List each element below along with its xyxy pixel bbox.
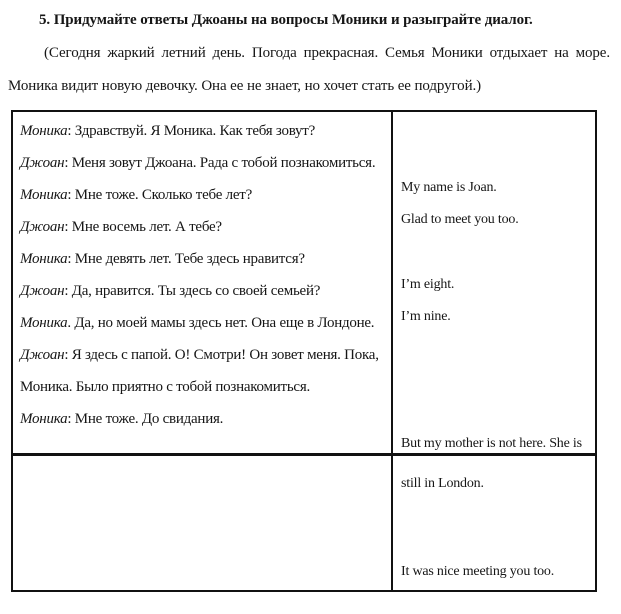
answer-line-continuation: still in London. bbox=[401, 476, 484, 491]
speaker-separator: : bbox=[64, 347, 72, 363]
dialogue-line bbox=[20, 243, 391, 275]
dialogue-text: Мне тоже. До свидания. bbox=[74, 411, 224, 427]
speaker-separator: : bbox=[67, 251, 75, 267]
answers-cell bbox=[393, 112, 595, 453]
speaker-name: Моника bbox=[20, 315, 68, 331]
dialogue-cell bbox=[13, 112, 393, 453]
speaker-name: Джоан bbox=[20, 219, 65, 235]
dialogue-text: Меня зовут Джоана. Рада с тобой познакомиться. bbox=[71, 155, 376, 171]
answer-line: I’m eight. bbox=[401, 277, 455, 292]
scene-description-line2: Моника видит новую девочку. Она ее не знает, но хочет стать ее подругой.) bbox=[8, 78, 482, 94]
speaker-separator: : bbox=[64, 155, 72, 171]
dialogue-line bbox=[20, 179, 391, 211]
answer-line: My name is Joan. bbox=[401, 180, 497, 195]
scene-description-line1: (Сегодня жаркий летний день. Погода прекрасная. Семья Моники отдыхает на море. bbox=[44, 45, 610, 61]
answer-line: Glad to meet you too. bbox=[401, 212, 519, 227]
speaker-separator: . bbox=[67, 315, 75, 331]
dialogue-text: Да, нравится. Ты здесь со своей семьей? bbox=[71, 283, 321, 299]
speaker-name: Моника bbox=[20, 251, 68, 267]
dialogue-line bbox=[20, 307, 391, 339]
answer-line: I’m nine. bbox=[401, 309, 451, 324]
dialogue-text: Здравствуй. Я Моника. Как тебя зовут? bbox=[74, 123, 316, 139]
exercise-number: 5. bbox=[39, 12, 51, 28]
dialogue-line bbox=[20, 147, 391, 179]
empty-dialogue-cell bbox=[13, 456, 393, 590]
dialogue-text: Мне восемь лет. А тебе? bbox=[71, 219, 222, 235]
answer-line: But my mother is not here. She is bbox=[401, 436, 582, 451]
speaker-separator: : bbox=[64, 219, 72, 235]
speaker-name: Моника bbox=[20, 187, 68, 203]
speaker-name: Джоан bbox=[20, 283, 65, 299]
answers-cell-continued bbox=[393, 456, 595, 590]
dialogue-line bbox=[20, 275, 391, 307]
exercise-heading bbox=[8, 9, 609, 31]
dialogue-text: Мне девять лет. Тебе здесь нравится? bbox=[74, 251, 305, 267]
dialogue-text: Мне тоже. Сколько тебе лет? bbox=[74, 187, 252, 203]
dialogue-line bbox=[20, 115, 391, 147]
dialogue-text: Да, но моей мамы здесь нет. Она еще в Лондоне. bbox=[74, 315, 375, 331]
table-row-dialogue bbox=[13, 112, 595, 456]
dialogue-line-continuation bbox=[20, 371, 391, 403]
dialogue-line bbox=[20, 403, 391, 435]
dialogue-text: Моника. Было приятно с тобой познакомиться. bbox=[20, 379, 310, 395]
dialogue-text: Я здесь с папой. О! Смотри! Он зовет меня. Пока, bbox=[71, 347, 379, 363]
speaker-separator: : bbox=[64, 283, 72, 299]
dialogue-line bbox=[20, 339, 391, 371]
table-row-empty bbox=[13, 456, 595, 590]
speaker-name: Моника bbox=[20, 411, 68, 427]
speaker-separator: : bbox=[67, 411, 75, 427]
speaker-separator: : bbox=[67, 123, 75, 139]
speaker-separator: : bbox=[67, 187, 75, 203]
speaker-name: Джоан bbox=[20, 155, 65, 171]
dialogue-line bbox=[20, 211, 391, 243]
exercise-instruction: Придумайте ответы Джоаны на вопросы Моники и разыграйте диалог. bbox=[53, 12, 533, 28]
speaker-name: Моника bbox=[20, 123, 68, 139]
dialogue-table bbox=[11, 110, 597, 592]
answer-line: It was nice meeting you too. bbox=[401, 564, 555, 579]
speaker-name: Джоан bbox=[20, 347, 65, 363]
